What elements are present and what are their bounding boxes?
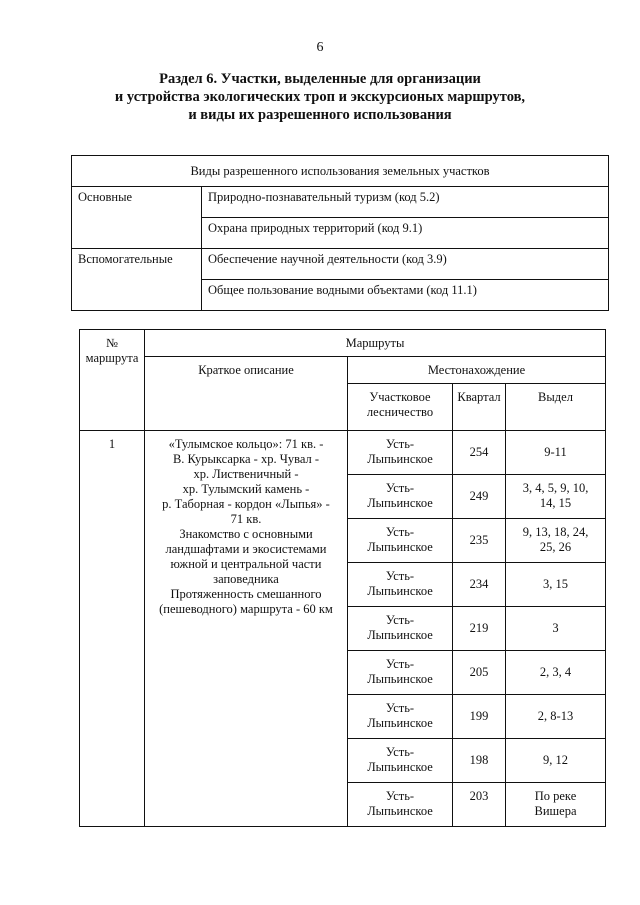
- cell-line: 9-11: [544, 445, 567, 459]
- quarter-cell: 203: [453, 783, 506, 827]
- quarter-cell: 198: [453, 739, 506, 783]
- title-line: Раздел 6. Участки, выделенные для организации: [159, 71, 481, 87]
- description-line: заповедника: [213, 572, 279, 586]
- cell-line: Лыпьинское: [367, 804, 433, 818]
- header-line: лесничество: [366, 405, 434, 419]
- section-cell: [506, 739, 606, 783]
- section-cell: [506, 695, 606, 739]
- description-line: хр. Лиственичный -: [193, 467, 299, 481]
- quarter-cell: 234: [453, 563, 506, 607]
- forestry-cell: [348, 431, 453, 475]
- cell-line: Лыпьинское: [367, 452, 433, 466]
- cell-line: Лыпьинское: [367, 540, 433, 554]
- quarter-cell: 235: [453, 519, 506, 563]
- section-cell: [506, 651, 606, 695]
- use-item: Обеспечение научной деятельности (код 3.9): [202, 249, 609, 280]
- section-header: Выдел: [506, 384, 606, 431]
- section-cell: [506, 475, 606, 519]
- cell-line: Лыпьинское: [367, 584, 433, 598]
- quarter-cell: 199: [453, 695, 506, 739]
- cell-line: Усть-: [385, 613, 415, 627]
- header-line: маршрута: [85, 351, 139, 365]
- section-title: [90, 70, 550, 124]
- quarter-cell: 249: [453, 475, 506, 519]
- quarter-cell: 254: [453, 431, 506, 475]
- cell-line: Вишера: [534, 804, 577, 818]
- route-number: 1: [80, 431, 145, 827]
- description-line: р. Таборная - кордон «Лыпья» -: [162, 497, 330, 511]
- cell-line: Усть-: [385, 701, 415, 715]
- cell-line: Лыпьинское: [367, 760, 433, 774]
- cell-line: 3: [552, 621, 559, 635]
- cell-line: По реке: [534, 789, 577, 803]
- cell-line: Лыпьинское: [367, 628, 433, 642]
- use-item: Общее пользование водными объектами (код 11.1): [202, 280, 609, 311]
- cell-line: 25, 26: [539, 540, 572, 554]
- route-description: [145, 431, 348, 827]
- description-line: хр. Тулымский камень -: [182, 482, 310, 496]
- forestry-cell: [348, 739, 453, 783]
- category-auxiliary: Вспомогательные: [72, 249, 202, 311]
- forestry-cell: [348, 519, 453, 563]
- cell-line: Усть-: [385, 437, 415, 451]
- description-line: южной и центральной части: [170, 557, 322, 571]
- permitted-uses-table: [71, 155, 609, 311]
- section-cell: [506, 783, 606, 827]
- cell-line: 2, 8-13: [537, 709, 574, 723]
- description-line: 71 кв.: [230, 512, 262, 526]
- forestry-header: [348, 384, 453, 431]
- cell-line: Усть-: [385, 657, 415, 671]
- cell-line: Лыпьинское: [367, 716, 433, 730]
- category-main: Основные: [72, 187, 202, 249]
- title-line: и устройства экологических троп и экскурсионых маршрутов,: [114, 89, 526, 105]
- routes-header: Маршруты: [145, 330, 606, 357]
- cell-line: Усть-: [385, 745, 415, 759]
- forestry-cell: [348, 607, 453, 651]
- description-line: «Тулымское кольцо»: 71 кв. -: [168, 437, 324, 451]
- quarter-header: Квартал: [453, 384, 506, 431]
- section-cell: [506, 519, 606, 563]
- description-line: Знакомство с основными: [179, 527, 313, 541]
- description-header: Краткое описание: [145, 357, 348, 431]
- section-cell: [506, 607, 606, 651]
- cell-line: Лыпьинское: [367, 496, 433, 510]
- cell-line: 14, 15: [539, 496, 572, 510]
- location-header: Местонахождение: [348, 357, 606, 384]
- cell-line: Усть-: [385, 569, 415, 583]
- section-cell: [506, 431, 606, 475]
- forestry-cell: [348, 563, 453, 607]
- description-line: В. Курыксарка - хр. Чувал -: [172, 452, 320, 466]
- use-item: Охрана природных территорий (код 9.1): [202, 218, 609, 249]
- cell-line: 3, 15: [543, 577, 568, 591]
- page-number: 6: [316, 40, 324, 55]
- route-number-header: [80, 330, 145, 431]
- cell-line: Усть-: [385, 525, 415, 539]
- header-line: №: [106, 336, 118, 350]
- quarter-cell: 219: [453, 607, 506, 651]
- routes-table: [79, 329, 606, 827]
- cell-line: Усть-: [385, 481, 415, 495]
- quarter-cell: 205: [453, 651, 506, 695]
- uses-table-header: Виды разрешенного использования земельных участков: [72, 156, 609, 187]
- title-line: и виды их разрешенного использования: [188, 107, 452, 123]
- use-item: Природно-познавательный туризм (код 5.2): [202, 187, 609, 218]
- cell-line: 2, 3, 4: [539, 665, 572, 679]
- cell-line: 9, 12: [543, 753, 568, 767]
- cell-line: Усть-: [385, 789, 415, 803]
- cell-line: 9, 13, 18, 24,: [522, 525, 589, 539]
- forestry-cell: [348, 651, 453, 695]
- cell-line: Лыпьинское: [367, 672, 433, 686]
- forestry-cell: [348, 695, 453, 739]
- forestry-cell: [348, 475, 453, 519]
- cell-line: 3, 4, 5, 9, 10,: [522, 481, 589, 495]
- section-cell: [506, 563, 606, 607]
- header-line: Участковое: [369, 390, 431, 404]
- description-line: ландшафтами и экосистемами: [165, 542, 327, 556]
- description-line: Протяженность смешанного: [170, 587, 322, 601]
- forestry-cell: [348, 783, 453, 827]
- description-line: (пешеводного) маршрута - 60 км: [159, 602, 333, 616]
